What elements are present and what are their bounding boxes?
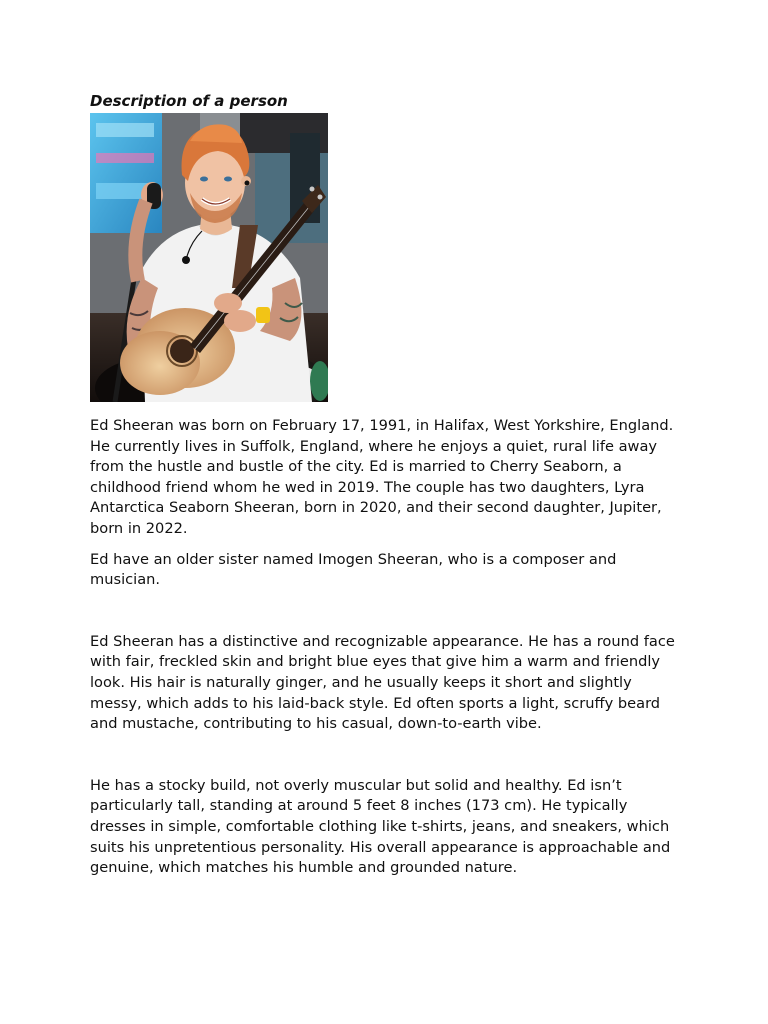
person-photo-illustration (90, 113, 328, 402)
paragraph-build-style: He has a stocky build, not overly muscular but solid and healthy. Ed isn’t particularly tall, standing at around 5 feet 8 inches (173 cm). He typically dresses in simple, comfortable clothing like t-shirts, jeans, and sneakers, which suits his unpretentious personality. His overall appearance is approachable and genuine, which matches his humble and grounded nature. (90, 776, 671, 877)
paragraph-appearance: Ed Sheeran has a distinctive and recognizable appearance. He has a round face with fair, freckled skin and bright blue eyes that give him a warm and friendly look. His hair is naturally ginger, and he usually keeps it short and slightly messy, which adds to his laid-back style. Ed often sports a light, scruffy beard and mustache, contributing to his casual, down-to-earth vibe. (90, 632, 675, 733)
person-photo (90, 113, 328, 402)
paragraph-family: Ed have an older sister named Imogen Sheeran, who is a composer and musician. (90, 550, 617, 589)
document-page (90, 90, 680, 879)
document-title: Description of a person (90, 92, 288, 110)
paragraph-biography: Ed Sheeran was born on February 17, 1991, in Halifax, West Yorkshire, England. He currently lives in Suffolk, England, where he enjoys a quiet, rural life away from the hustle and bustle of the city. Ed is married to Cherry Seaborn, a childhood friend whom he wed in 2019. The couple has two daughters, Lyra Antarctica Seaborn Sheeran, born in 2020, and their second daughter, Jupiter, born in 2022. (90, 417, 674, 537)
